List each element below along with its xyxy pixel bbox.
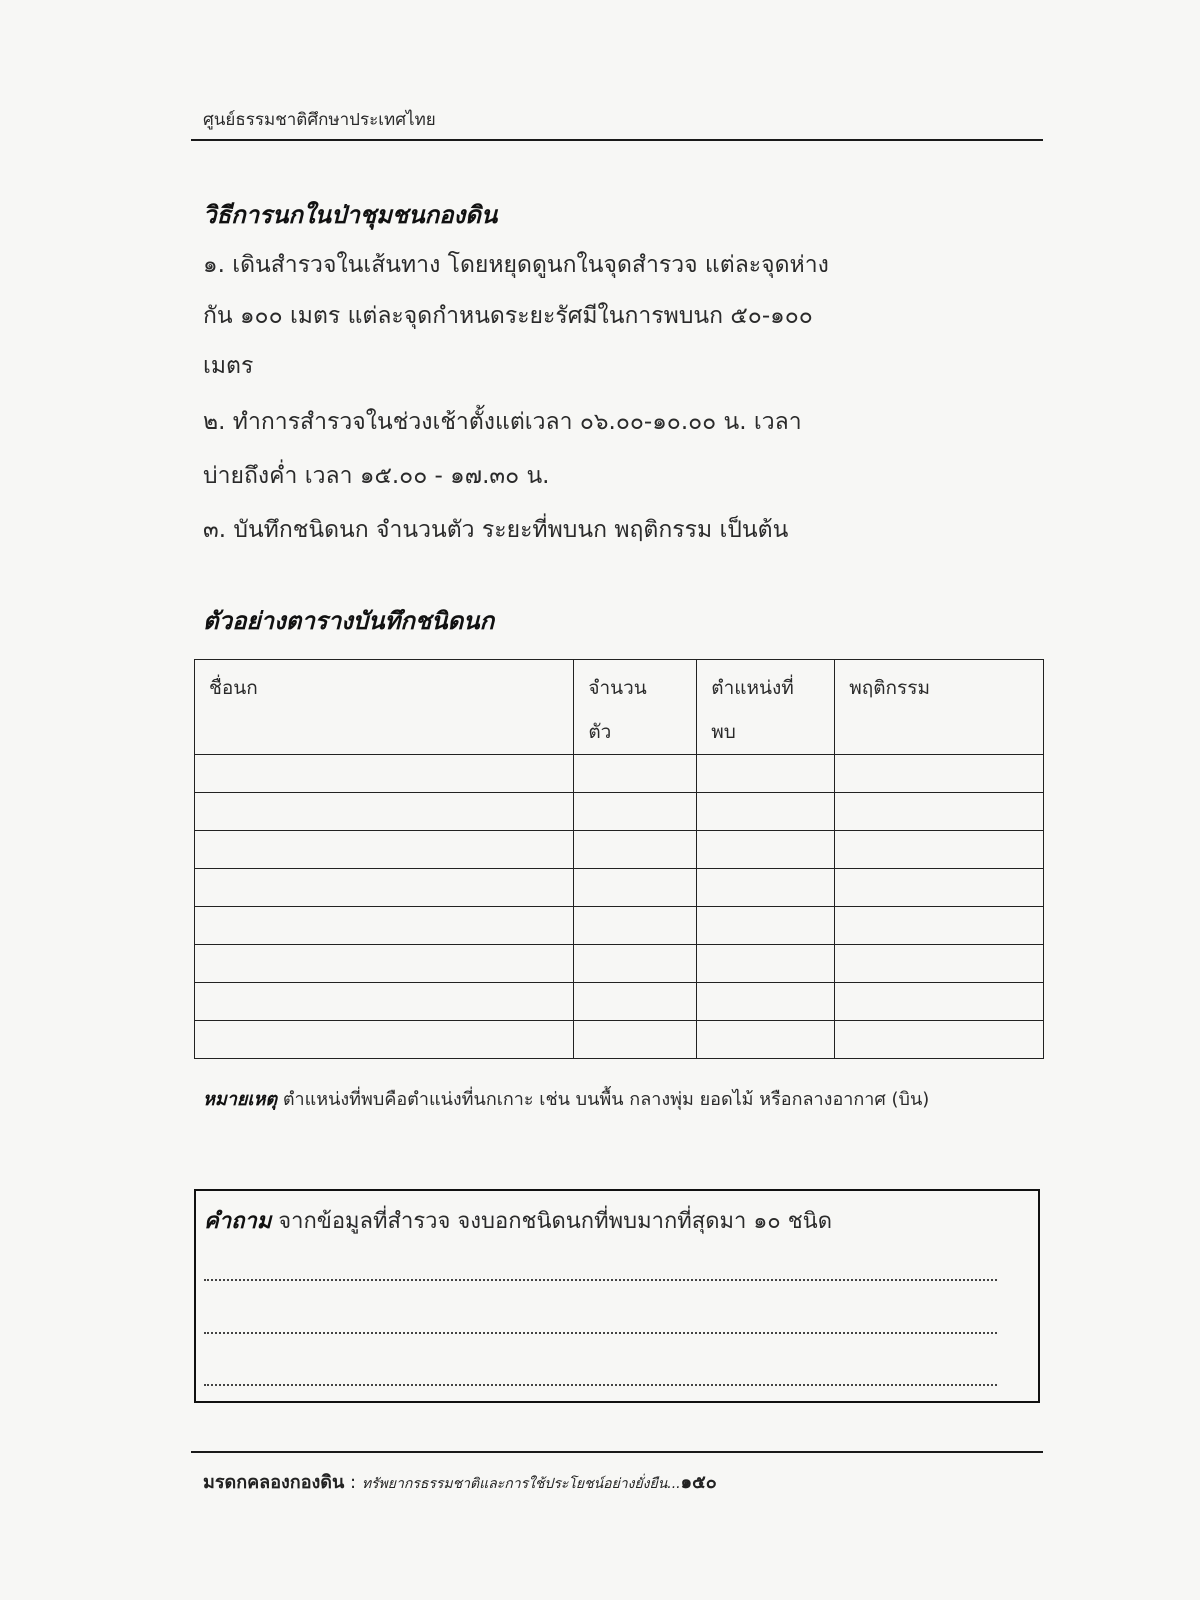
column-header-line: พฤติกรรม xyxy=(849,677,930,699)
column-header-line: จำนวน xyxy=(588,677,647,699)
table-cell xyxy=(835,869,1044,907)
running-header: ศูนย์ธรรมชาติศึกษาประเทศไทย xyxy=(203,110,436,130)
question-box xyxy=(194,1189,1040,1403)
table-cell xyxy=(835,945,1044,983)
method-line: เมตร xyxy=(203,353,254,379)
table-cell xyxy=(195,907,574,945)
table-row xyxy=(195,983,1044,1021)
table-row xyxy=(195,831,1044,869)
table-cell xyxy=(697,983,835,1021)
footer-rule xyxy=(191,1451,1043,1453)
table-cell xyxy=(574,1021,697,1059)
table-row xyxy=(195,755,1044,793)
question-text: จากข้อมูลที่สำรวจ จงบอกชนิดนกที่พบมากที่สุดมา ๑๐ ชนิด xyxy=(271,1209,832,1234)
method-title: วิธีการนกในป่าชุมชนกองดิน xyxy=(203,201,498,229)
page-footer xyxy=(203,1467,717,1496)
table-cell xyxy=(835,983,1044,1021)
table-row xyxy=(195,793,1044,831)
column-header-line: พบ xyxy=(711,721,736,743)
column-header-line: ตัว xyxy=(588,721,612,743)
table-cell xyxy=(697,1021,835,1059)
column-header-count xyxy=(574,660,697,755)
column-header-line: ชื่อนก xyxy=(209,677,258,699)
answer-line[interactable] xyxy=(204,1384,997,1386)
question-label: คำถาม xyxy=(204,1209,272,1234)
footer-separator: : xyxy=(344,1472,362,1493)
note-text: ตำแหน่งที่พบคือตำแน่งที่นกเกาะ เช่น บนพื้น กลางพุ่ม ยอดไม้ หรือกลางอากาศ (บิน) xyxy=(277,1089,930,1110)
page-number: ๑๕๐ xyxy=(680,1472,717,1493)
table-cell xyxy=(574,983,697,1021)
header-rule xyxy=(191,139,1043,141)
method-line: ๑. เดินสำรวจในเส้นทาง โดยหยุดดูนกในจุดสำรวจ แต่ละจุดห่าง xyxy=(203,252,829,278)
method-line: กัน ๑๐๐ เมตร แต่ละจุดกำหนดระยะรัศมีในการพบนก ๕๐-๑๐๐ xyxy=(203,303,813,329)
table-cell xyxy=(195,983,574,1021)
table-header-row xyxy=(195,660,1044,755)
table-note xyxy=(203,1080,1043,1120)
table-row xyxy=(195,907,1044,945)
method-line: ๓. บันทึกชนิดนก จำนวนตัว ระยะที่พบนก พฤติกรรม เป็นต้น xyxy=(203,517,789,543)
table-cell xyxy=(195,831,574,869)
table-cell xyxy=(835,793,1044,831)
table-cell xyxy=(574,907,697,945)
table-cell xyxy=(697,907,835,945)
bird-record-table xyxy=(194,659,1044,1059)
column-header-location xyxy=(697,660,835,755)
table-title: ตัวอย่างตารางบันทึกชนิดนก xyxy=(203,607,495,635)
table-cell xyxy=(574,755,697,793)
table-cell xyxy=(835,1021,1044,1059)
column-header-behavior xyxy=(835,660,1044,755)
column-header-line: ตำแหน่งที่ xyxy=(711,677,794,699)
table-cell xyxy=(835,831,1044,869)
question-prompt xyxy=(204,1203,832,1238)
table-cell xyxy=(697,945,835,983)
table-cell xyxy=(697,793,835,831)
table-row xyxy=(195,1021,1044,1059)
table-cell xyxy=(697,831,835,869)
table-cell xyxy=(697,755,835,793)
table-cell xyxy=(195,755,574,793)
table-cell xyxy=(195,1021,574,1059)
table-cell xyxy=(835,907,1044,945)
table-cell xyxy=(574,945,697,983)
note-label: หมายเหตุ xyxy=(203,1089,278,1110)
answer-line[interactable] xyxy=(204,1279,997,1281)
method-line: ๒. ทำการสำรวจในช่วงเช้าตั้งแต่เวลา ๐๖.๐๐-๑๐.๐๐ น. เวลา xyxy=(203,409,802,435)
table-cell xyxy=(195,869,574,907)
method-line: บ่ายถึงค่ำ เวลา ๑๕.๐๐ - ๑๗.๓๐ น. xyxy=(203,463,550,489)
answer-line[interactable] xyxy=(204,1332,997,1334)
table-cell xyxy=(697,869,835,907)
table-cell xyxy=(195,793,574,831)
column-header-bird-name xyxy=(195,660,574,755)
footer-book-title: มรดกคลองกองดิน xyxy=(203,1472,345,1493)
footer-subtitle: ทรัพยากรธรรมชาติและการใช้ประโยชน์อย่างยั่งยืน... xyxy=(361,1476,681,1492)
table-row xyxy=(195,869,1044,907)
table-cell xyxy=(835,755,1044,793)
table-row xyxy=(195,945,1044,983)
table-cell xyxy=(574,831,697,869)
table-cell xyxy=(195,945,574,983)
table-cell xyxy=(574,869,697,907)
table-cell xyxy=(574,793,697,831)
